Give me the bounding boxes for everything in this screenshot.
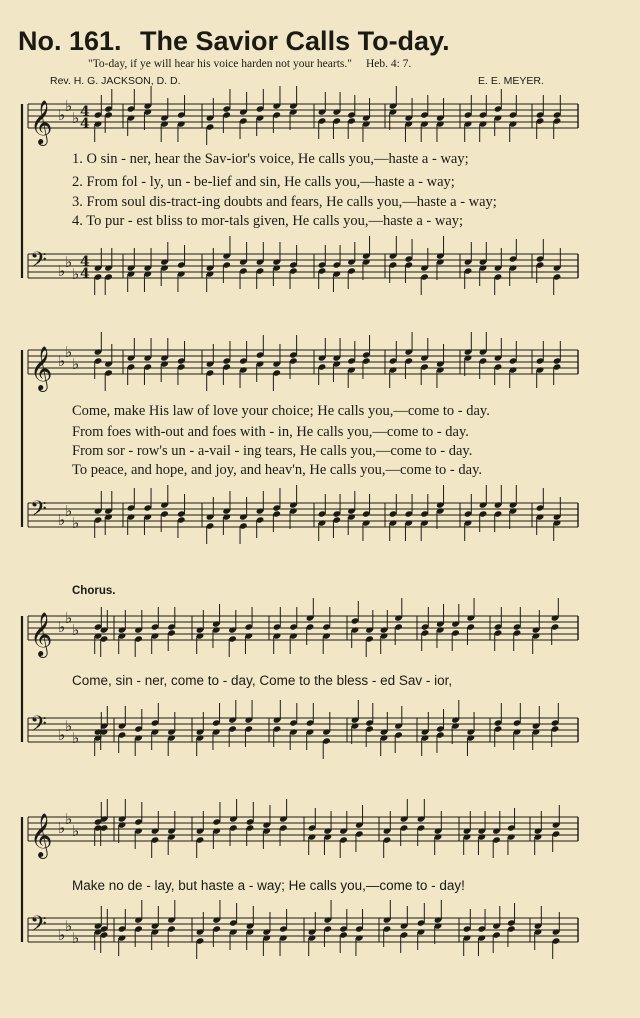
flat-icon: ♭ <box>72 265 80 283</box>
verse-1-line-2: Come, make His law of love your choice; He calls you,—come to - day. <box>72 403 490 419</box>
flat-icon: ♭ <box>72 822 80 840</box>
chorus-line-2: Make no de - lay, but haste a - way; He calls you,—come to - day! <box>72 878 465 893</box>
verse-2-line-2: From foes with-out and foes with - in, He calls you,—come to - day. <box>72 424 469 440</box>
flat-icon: ♭ <box>65 253 73 271</box>
flat-icon: ♭ <box>58 726 66 744</box>
flat-icon: ♭ <box>58 262 66 280</box>
flat-icon: ♭ <box>65 917 73 935</box>
time-signature-bottom: 4 <box>80 266 90 282</box>
flat-icon: ♭ <box>58 106 66 124</box>
flat-icon: ♭ <box>65 343 73 361</box>
flat-icon: ♭ <box>72 929 80 947</box>
flat-icon: ♭ <box>58 511 66 529</box>
treble-clef-icon: 𝄞 <box>30 346 53 390</box>
flat-icon: ♭ <box>65 717 73 735</box>
flat-icon: ♭ <box>72 729 80 747</box>
epigraph-text: "To-day, if ye will hear his voice harden not your hearts." <box>88 58 352 70</box>
flat-icon: ♭ <box>58 618 66 636</box>
bass-clef-icon: 𝄢 <box>30 712 47 742</box>
bass-clef-icon: 𝄢 <box>30 912 47 942</box>
time-signature-bottom: 4 <box>80 116 90 132</box>
bass-clef-icon: 𝄢 <box>30 497 47 527</box>
verse-1-line-1: 1. O sin - ner, hear the Sav-ior's voice, He calls you,—haste a - way; <box>72 151 469 167</box>
treble-clef-icon: 𝄞 <box>30 612 53 656</box>
flat-icon: ♭ <box>72 109 80 127</box>
verse-3-line-1: 3. From soul dis-tract-ing doubts and fears, He calls you,—haste a - way; <box>72 194 497 210</box>
flat-icon: ♭ <box>58 352 66 370</box>
verse-3-line-2: From sor - row's un - a-vail - ing tears, He calls you,—come to - day. <box>72 443 473 459</box>
treble-clef-icon: 𝄞 <box>30 100 53 144</box>
verse-2-line-1: 2. From fol - ly, un - be-lief and sin, He calls you,—haste a - way; <box>72 174 455 190</box>
flat-icon: ♭ <box>65 97 73 115</box>
flat-icon: ♭ <box>65 810 73 828</box>
flat-icon: ♭ <box>58 819 66 837</box>
verse-4-line-2: To peace, and hope, and joy, and heav'n, He calls you,—come to - day. <box>72 462 483 478</box>
flat-icon: ♭ <box>72 621 80 639</box>
scripture-reference: Heb. 4: 7. <box>365 58 412 70</box>
flat-icon: ♭ <box>72 514 80 532</box>
flat-icon: ♭ <box>58 926 66 944</box>
flat-icon: ♭ <box>65 609 73 627</box>
lyricist: Rev. H. G. JACKSON, D. D. <box>50 75 181 87</box>
time-signature-top: 4 <box>80 104 90 120</box>
hymn-title: The Savior Calls To-day. <box>140 26 450 56</box>
hymn-number: No. 161. <box>18 26 122 56</box>
flat-icon: ♭ <box>72 355 80 373</box>
composer: E. E. MEYER. <box>478 75 544 87</box>
chorus-line-1: Come, sin - ner, come to - day, Come to the bless - ed Sav - ior, <box>72 673 453 688</box>
chorus-label: Chorus. <box>72 585 116 597</box>
verse-4-line-1: 4. To pur - est bliss to mor-tals given, He calls you,—haste a - way; <box>72 213 464 229</box>
time-signature-top: 4 <box>80 254 90 270</box>
flat-icon: ♭ <box>65 502 73 520</box>
bass-clef-icon: 𝄢 <box>30 248 47 278</box>
treble-clef-icon: 𝄞 <box>30 813 53 857</box>
